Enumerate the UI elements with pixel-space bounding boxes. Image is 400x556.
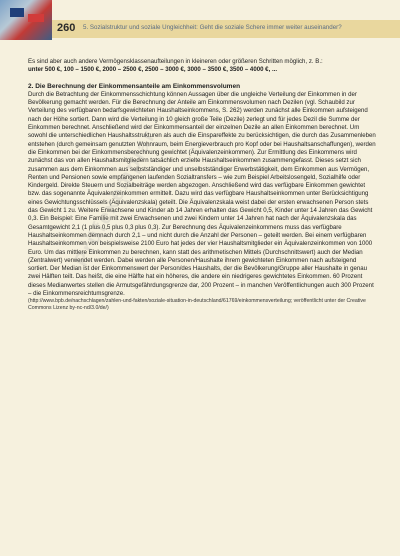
page-content [28, 58, 378, 312]
page-number: 260 [57, 22, 76, 34]
amounts-list: unter 500 €, 100 – 1500 €, 2000 – 2500 €, 2500 – 3000 €, 3000 – 3500 €, 3500 – 4000 €, ... [28, 66, 278, 74]
spacer [28, 75, 378, 83]
running-head: 5. Sozialstruktur und soziale Ungleichheit: Geht die soziale Schere immer weiter auseinander? [83, 24, 342, 31]
intro-text: Es sind aber auch andere Vermögensklassenaufteilungen in kleineren oder größeren Schritten möglich, z. B.: [28, 58, 323, 65]
body-paragraph: Durch die Betrachtung der Einkommensschichtung können Aussagen über die ungleiche Verteilung der Einkommen in der Bevölkerung gemacht werden. Für die Berechnung der Anteile am Einkommensvolumen nach Dezilen (vgl. Schaubild zur Verteilung des verfügbaren bedarfsgewichteten Haushaltseinkommens, S. 262) werden zunächst alle Einkommen aufsteigend nach der Höhe sortiert. Dann wird die Verteilung in 10 gleich große Teile (Dezile) zerlegt und für jedes Dezil die Summe der Einkommen berechnet. Anschließend wird der Einkommensanteil der einzelnen Dezile an allen Einkommen berechnet. Um sowohl die unterschiedlichen Haushaltsstrukturen als auch die Einspareffekte zu berücksichtigen, die durch das Zusammenleben entstehen (durch gemeinsam genutzten Wohnraum, beim Energieverbrauch pro Kopf oder bei Haushaltsanschaffungen), werden die Einkommen bei der Einkommensberechnung gewichtet (Äquivalenzeinkommen). Zur Ermittlung des Einkommens wird zunächst das von allen Haushaltsmitgliedern tatsächlich erzielte Haushaltseinkommen zusammengefasst. Dieses setzt sich zusammen aus dem Einkommen aus selbstständiger und unselbstständiger Erwerbstätigkeit, dem Einkommen aus Vermögen, Renten und Pensionen sowie empfangenen laufenden Sozialtransfers – wie zum Beispiel Arbeitslosengeld, Sozialhilfe oder Kindergeld. Direkte Steuern und Sozialbeiträge werden abgezogen. Anschließend wird das verfügbare Einkommen gewichtet bzw. das sogenannte Äquivalenzeinkommen ermittelt. Dazu wird das verfügbare Haushaltseinkommen unter Berücksichtigung eines Gewichtungsschlüssels (Äquivalenzskala) geteilt. Die Äquivalenzskala weist dabei der ersten erwachsenen Person stets das Gewicht 1 zu. Weitere Erwachsene und Kinder ab 14 Jahren erhalten das Gewicht 0,5, Kinder unter 14 Jahren das Gewicht 0,3. Ein Beispiel: Eine Familie mit zwei Erwachsenen und zwei Kindern unter 14 Jahren hat nach der Äquivalenzskala das Gesamtgewicht 2,1 (1 plus 0,5 plus 0,3 plus 0,3). Zur Berechnung des Äquivalenzeinkommens muss das verfügbare Haushaltseinkommen demnach durch 2,1 – und nicht durch die Anzahl der Personen – geteilt werden. Bei einem verfügbaren Haushaltseinkommen von beispielsweise 2100 Euro hat jedes der vier Haushaltsmitglieder ein Äquivalenzeinkommen von 1000 Euro. Um das mittlere Einkommen zu berechnen, kann statt des arithmetischen Mittels (Durchschnittswert) auch der Median (Zentralwert) verwendet werden. Dabei werden alle Personen/Haushalte ihrem gewichteten Einkommen nach aufsteigend sortiert. Der Median ist der Einkommenswert der Person/des Haushalts, der die Bevölkerung/Gruppe aller Haushalte in genau zwei Hälften teilt. Das heißt, die eine Hälfte hat ein höheres, die andere ein niedrigeres gewichtetes Einkommen. 60 Prozent dieses Medianwertes stellen die Armutsgefährdungsgrenze dar, 200 Prozent – in manchen Veröffentlichungen auch 300 Prozent – die Einkommensreichtumsgrenze. [28, 90, 376, 298]
watermark: Prüfexemplar [70, 125, 161, 271]
source-note: (http://www.bpb.de/nachschlagen/zahlen-und-fakten/soziale-situation-in-deutschland/61769/einkommensverteilung; veröffentlicht unter der Creative Commons Lizenz by-nc-nd/3.0/de/) [28, 298, 366, 312]
section-heading: 2. Die Berechnung der Einkommensanteile am Einkommensvolumen [28, 82, 241, 90]
flag-shape [10, 8, 24, 17]
flag-shape [28, 14, 44, 22]
header-photo [0, 0, 52, 40]
